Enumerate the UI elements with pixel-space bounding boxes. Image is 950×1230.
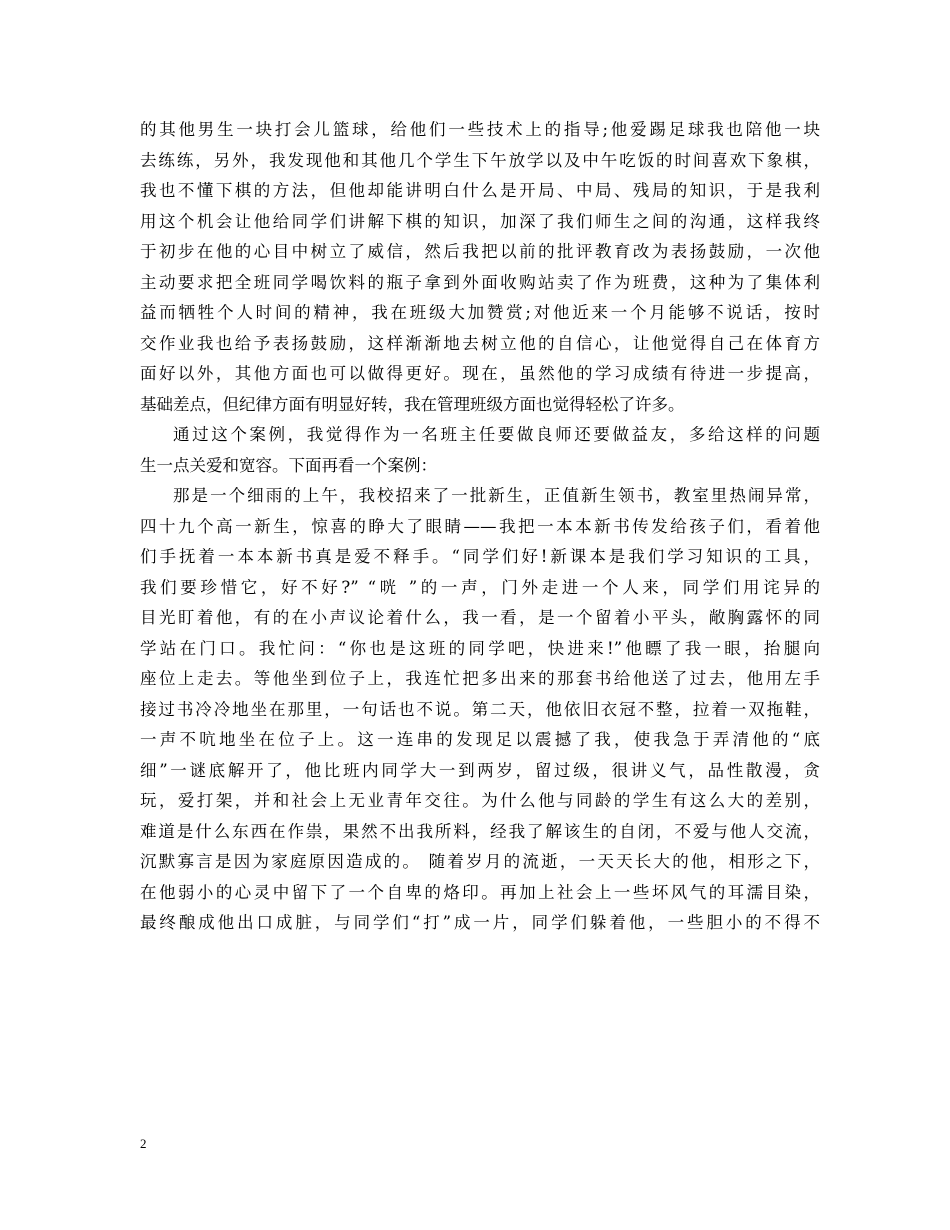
text-line: 一声不吭地坐在位子上。这一连串的发现足以震撼了我，使我急于弄清他的“底	[140, 730, 820, 749]
text-line: 于初步在他的心目中树立了威信，然后我把以前的批评教育改为表扬鼓励，一次他	[140, 242, 820, 261]
text-line: 玩，爱打架，并和社会上无业青年交往。为什么他与同龄的学生有这么大的差别，	[140, 791, 820, 810]
text-line: 我们要珍惜它，好不好?” “咣 ”的一声，门外走进一个人来，同学们用诧异的	[140, 577, 820, 597]
text-line: 座位上走去。等他坐到位子上，我连忙把多出来的那套书给他送了过去，他用左手	[140, 669, 820, 688]
page-number: 2	[140, 1136, 147, 1151]
text-line: 目光盯着他，有的在小声议论着什么，我一看，是一个留着小平头，敞胸露怀的同	[140, 608, 820, 627]
text-line-paragraph-end: 基础差点，但纪律方面有明显好转，我在管理班级方面也觉得轻松了许多。	[140, 394, 685, 414]
text-line: 的其他男生一块打会儿篮球，给他们一些技术上的指导;他爱踢足球我也陪他一块	[140, 120, 820, 139]
text-line: 四十九个高一新生，惊喜的睁大了眼睛——我把一本本新书传发给孩子们，看着他	[140, 516, 820, 536]
text-line: 难道是什么东西在作祟，果然不出我所料，经我了解该生的自闭，不爱与他人交流，	[140, 821, 820, 841]
text-line: 交作业我也给予表扬鼓励，这样渐渐地去树立他的自信心，让他觉得自己在体育方	[140, 333, 820, 353]
text-line: 面好以外，其他方面也可以做得更好。现在，虽然他的学习成绩有待进一步提高，	[140, 364, 820, 383]
text-line: 用这个机会让他给同学们讲解下棋的知识，加深了我们师生之间的沟通，这样我终	[140, 211, 820, 231]
text-line: 益而牺牲个人时间的精神，我在班级大加赞赏;对他近来一个月能够不说话，按时	[140, 303, 820, 322]
text-line: 接过书冷冷地坐在那里，一句话也不说。第二天，他依旧衣冠不整，拉着一双拖鞋，	[140, 699, 820, 719]
text-line: 沉默寡言是因为家庭原因造成的。 随着岁月的流逝，一天天长大的他，相形之下，	[140, 852, 820, 871]
text-line-paragraph-end: 生一点关爱和宽容。下面再看一个案例：	[140, 455, 437, 475]
text-line: 们手抚着一本本新书真是爱不释手。“同学们好!新课本是我们学习知识的工具，	[140, 547, 820, 566]
text-line: 细”一谜底解开了，他比班内同学大一到两岁，留过级，很讲义气，品性散漫，贪	[140, 760, 820, 780]
text-line: 去练练，另外，我发现他和其他几个学生下午放学以及中午吃饭的时间喜欢下象棋，	[140, 150, 820, 170]
document-body	[140, 115, 820, 939]
text-line: 学站在门口。我忙问：“你也是这班的同学吧，快进来!”他瞟了我一眼，抬腿向	[140, 638, 820, 658]
text-line: 在他弱小的心灵中留下了一个自卑的烙印。再加上社会上一些坏风气的耳濡目染，	[140, 882, 820, 902]
text-line: 最终酿成他出口成脏，与同学们“打”成一片，同学们躲着他，一些胆小的不得不	[140, 913, 820, 932]
text-line-paragraph-start: 那是一个细雨的上午，我校招来了一批新生，正值新生领书，教室里热闹异常，	[173, 486, 820, 505]
text-line-paragraph-start: 通过这个案例，我觉得作为一名班主任要做良师还要做益友，多给这样的问题	[173, 425, 820, 444]
text-line: 主动要求把全班同学喝饮料的瓶子拿到外面收购站卖了作为班费，这种为了集体利	[140, 272, 820, 292]
text-line: 我也不懂下棋的方法，但他却能讲明白什么是开局、中局、残局的知识，于是我利	[140, 181, 820, 200]
